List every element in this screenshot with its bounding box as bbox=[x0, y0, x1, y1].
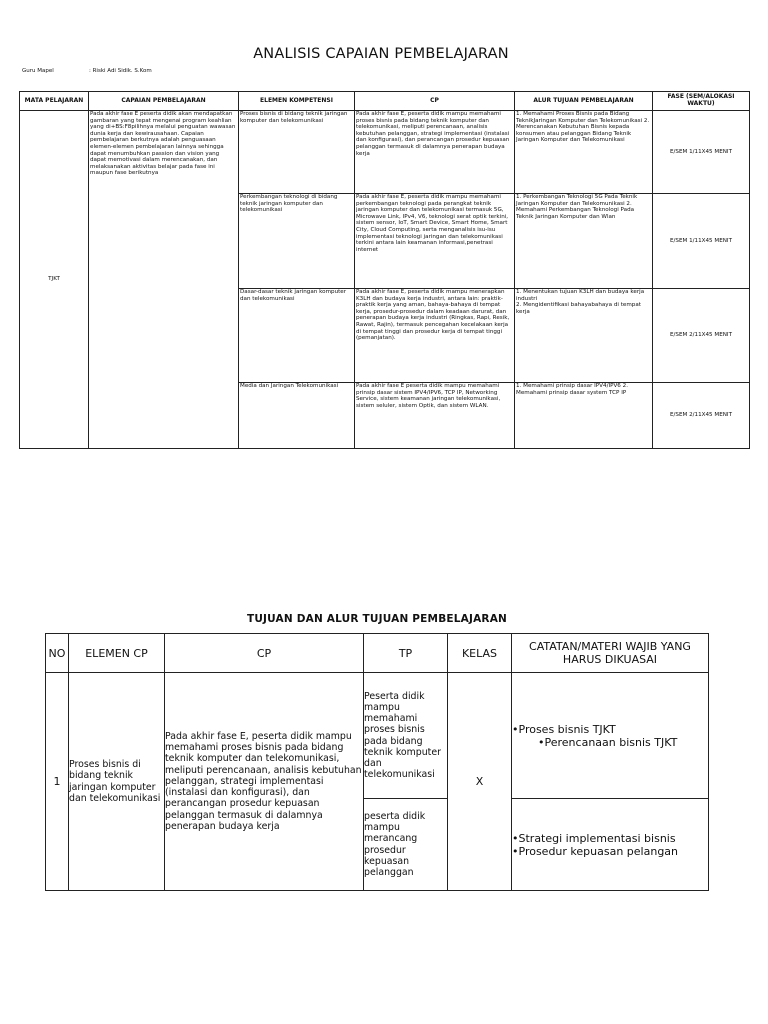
fase-cell: E/SEM 2/11X45 MENIT bbox=[653, 383, 750, 449]
table-row bbox=[20, 111, 750, 194]
elemen-cell: Media dan Jaringan Telekomunikasi bbox=[239, 383, 355, 449]
fase-cell: E/SEM 2/11X45 MENIT bbox=[653, 289, 750, 383]
catatan-item: • Prosedur kepuasan pelangan bbox=[512, 845, 708, 858]
mapel-cell: TJKT bbox=[20, 111, 89, 449]
cp-cell: Pada akhir fase E, peserta didik mampu menerapkan K3LH dan budaya kerja industri, antara lain: praktik-praktik kerja yang aman, bahaya-bahaya di tempat kerja, prosedur-prosedur dalam keadaan darurat, dan penerapan budaya kerja industri (Ringkas, Rapi, Resik, Rawat, Rajin), termasuk pencegahan kecelakaan kerja di tempat tinggi dan prosedur kerja di tempat tinggi (pemanjatan). bbox=[355, 289, 515, 383]
cp-cell: Pada akhir fase E, peserta didik mampu memahami proses bisnis pada bidang teknik komputer dan telekomunikasi, meliputi perencanaan, analisis kebutuhan pelanggan, strategi implementasi (instalasi dan konfigurasi), dan perancangan prosedur kepuasan pelanggan termasuk di dalamnya penerapan budaya kerja bbox=[165, 673, 364, 891]
capaian-cell: Pada akhir fase E peserta didik akan mendapatkan gambaran yang tepat mengenai program keahlian yang di+BS:F8pilihnya melalui penguatan wawasan dunia kerja dan kewirausahaan. Capaian pembelajaran berkutnya adalah penguasaan elemen-elemen pembelajaran lainnya sehingga dapat menumbuhkan passion dan vision yang dapat memotivasi dalam merencanakan, dan melaksanakan aktivitas belajar pada fase ini maupun fase berikutnya bbox=[89, 111, 239, 449]
guru-label: Guru Mapel bbox=[22, 68, 54, 74]
header-mata-pelajaran: MATA PELAJARAN bbox=[20, 92, 89, 111]
catatan-item: • Perencanaan bisnis TJKT bbox=[512, 736, 708, 749]
alur-cell: 1. Memahami prinsip dasar IPV4/IPV6 2. Memahami prinsip dasar system TCP IP bbox=[515, 383, 653, 449]
table-row bbox=[46, 673, 709, 799]
catatan-item: • Proses bisnis TJKT bbox=[512, 723, 708, 736]
alur-cell: 1. Perkembangan Teknologi 5G Pada Teknik Jaringan Komputer dan Telekomunikasi 2. Memahami Perkembangan Teknologi Pada Teknik Jaringan Komputer dan Wlan bbox=[515, 194, 653, 289]
kelas-cell: X bbox=[448, 673, 512, 891]
alur-cell: 1. Menentukan tujuan K3LH dan budaya kerja industri 2. Mengidentifikasi bahayabahaya di tempat kerja bbox=[515, 289, 653, 383]
alur-cell: 1. Memahami Proses Bisnis pada Bidang TeknikJaringan Komputer dan Telekomunikasi 2. Merencanakan Kebutuhan Bisnis kepada konsumen atau pelanggan Bidang Teknik Jaringan Komputer dan Telekomunikasi bbox=[515, 111, 653, 194]
no-cell: 1 bbox=[46, 673, 69, 891]
header-no: NO bbox=[46, 634, 69, 673]
header-catatan: CATATAN/MATERI WAJIB YANG HARUS DIKUASAI bbox=[512, 634, 709, 673]
fase-cell: E/SEM 1/11X45 MENIT bbox=[653, 111, 750, 194]
elemen-cell: Perkembangan teknologi di bidang teknik jaringan komputer dan telekomunikasi bbox=[239, 194, 355, 289]
elemen-cell: Proses bisnis di bidang teknik jaringan komputer dan telekomunikasi bbox=[239, 111, 355, 194]
cp-cell: Pada akhir fase E, peserta didik mampu memahami perkembangan teknologi pada perangkat teknik jaringan komputer dan telekomunikasi termasuk 5G, Microwave Link, IPv4, V6, teknologi serat optik terkini, sistem sensor, IoT, Smart Device, Smart Home, Smart City, Cloud Computing, serta menganalisis isu-isu implementasi teknologi jaringan dan telekomunikasi terkini antara lain keamanan informasi,penetrasi internet bbox=[355, 194, 515, 289]
tp-cell: peserta didik mampu merancang prosedur kepuasan pelanggan bbox=[364, 799, 448, 891]
table-header-row bbox=[20, 92, 750, 111]
catatan-item: • Strategi implementasi bisnis bbox=[512, 832, 708, 845]
document-title: ANALISIS CAPAIAN PEMBELAJARAN bbox=[253, 46, 509, 62]
header-cp: CP bbox=[165, 634, 364, 673]
table-header-row bbox=[46, 634, 709, 673]
section-title: TUJUAN DAN ALUR TUJUAN PEMBELAJARAN bbox=[246, 613, 508, 625]
tujuan-table bbox=[45, 633, 709, 891]
header-elemen-cp: ELEMEN CP bbox=[69, 634, 165, 673]
cp-cell: Pada akhir fase E, peserta didik mampu memahami proses bisnis pada bidang teknik komputer dan telekomunikasi, meliputi perencanaan, analisis kebutuhan pelanggan, strategi implementasi (instalasi dan konfigurasi), dan perancangan prosedur kepuasan pelanggan termasuk di dalamnya penerapan budaya kerja bbox=[355, 111, 515, 194]
header-capaian: CAPAIAN PEMBELAJARAN bbox=[89, 92, 239, 111]
catatan-cell bbox=[512, 673, 709, 799]
header-kelas: KELAS bbox=[448, 634, 512, 673]
header-fase: FASE (SEM/ALOKASI WAKTU) bbox=[653, 92, 750, 111]
header-elemen: ELEMEN KOMPETENSI bbox=[239, 92, 355, 111]
catatan-cell bbox=[512, 799, 709, 891]
analysis-table bbox=[19, 91, 750, 449]
guru-value: : Riski Adi Sidik. S.Kom bbox=[89, 68, 152, 74]
tp-cell: Peserta didik mampu memahami proses bisnis pada bidang teknik komputer dan telekomunikasi bbox=[364, 673, 448, 799]
elemen-cell: Dasar-dasar teknik jaringan komputer dan telekomunikasi bbox=[239, 289, 355, 383]
header-cp: CP bbox=[355, 92, 515, 111]
header-alur: ALUR TUJUAN PEMBELAJARAN bbox=[515, 92, 653, 111]
cp-cell: Pada akhir fase E peserta didik mampu memahami prinsip dasar sistem IPV4/IPV6, TCP IP, Networking Service, sistem keamanan jaringan telekomunikasi, sistem seluler, sistem Optik, dan sistem WLAN. bbox=[355, 383, 515, 449]
elemen-cp-cell: Proses bisnis di bidang teknik jaringan komputer dan telekomunikasi bbox=[69, 673, 165, 891]
fase-cell: E/SEM 1/11X45 MENIT bbox=[653, 194, 750, 289]
header-tp: TP bbox=[364, 634, 448, 673]
